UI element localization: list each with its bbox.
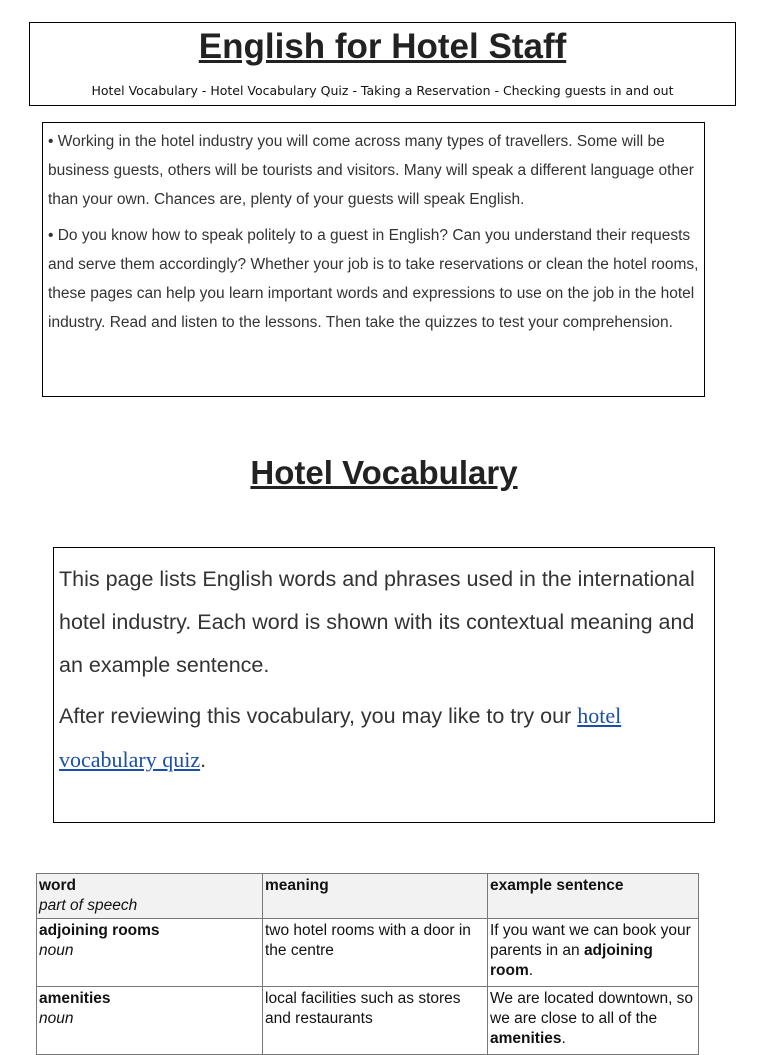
word-term: adjoining rooms [39,922,160,939]
header-meaning: meaning [263,874,488,919]
meaning-cell: local facilities such as stores and restaurants [263,987,488,1055]
word-pos: noun [39,1010,74,1027]
quiz-prompt [59,694,709,782]
quiz-prompt-text: After reviewing this vocabulary, you may like to try our [59,704,578,728]
word-cell [37,987,263,1055]
example-cell [488,987,699,1055]
header-box [29,22,736,106]
example-end: . [561,1030,566,1047]
page-title: English for Hotel Staff [198,27,567,66]
example-text: If you want we can book your parents in an [490,922,691,959]
table-row [37,987,699,1055]
example-cell [488,919,699,987]
nav-links[interactable]: Hotel Vocabulary - Hotel Vocabulary Quiz - Taking a Reservation - Checking guests in and out [91,83,674,98]
table-header-row [37,874,699,919]
example-text: We are located downtown, so we are close to all of the [490,990,694,1027]
description-box [53,547,715,823]
meaning-cell: two hotel rooms with a door in the centre [263,919,488,987]
word-pos: noun [39,942,74,959]
header-example: example sentence [488,874,699,919]
description-text: This page lists English words and phrases used in the international hotel industry. Each word is shown with its contextual meaning and an example sentence. [59,567,695,677]
header-word-label: word [39,877,77,894]
quiz-prompt-end: . [200,748,207,772]
intro-paragraph: • Do you know how to speak politely to a guest in English? Can you understand their requests and serve them accordingly? Whether your job is to take reservations or clean the hotel rooms, these pages can help you learn important words and expressions to use on the job in the hotel industry. Read and listen to the lessons. Then take the quizzes to test your comprehension. [48,227,699,331]
intro-paragraph: • Working in the hotel industry you will come across many types of travellers. Some will be business guests, others will be tourists and visitors. Many will speak a different language other than your own. Chances are, plenty of your guests will speak English. [48,133,694,208]
section-title: Hotel Vocabulary [250,454,518,491]
example-keyword: adjoining room [490,942,653,979]
header-word [37,874,263,919]
intro-box [42,122,705,397]
vocabulary-table [36,873,699,1055]
table-row [37,919,699,987]
header-pos-label: part of speech [39,897,138,914]
word-cell [37,919,263,987]
word-term: amenities [39,990,111,1007]
example-end: . [528,962,534,979]
hotel-vocabulary-quiz-link[interactable]: hotel vocabulary quiz [59,703,622,772]
example-keyword: amenities [490,1030,562,1047]
